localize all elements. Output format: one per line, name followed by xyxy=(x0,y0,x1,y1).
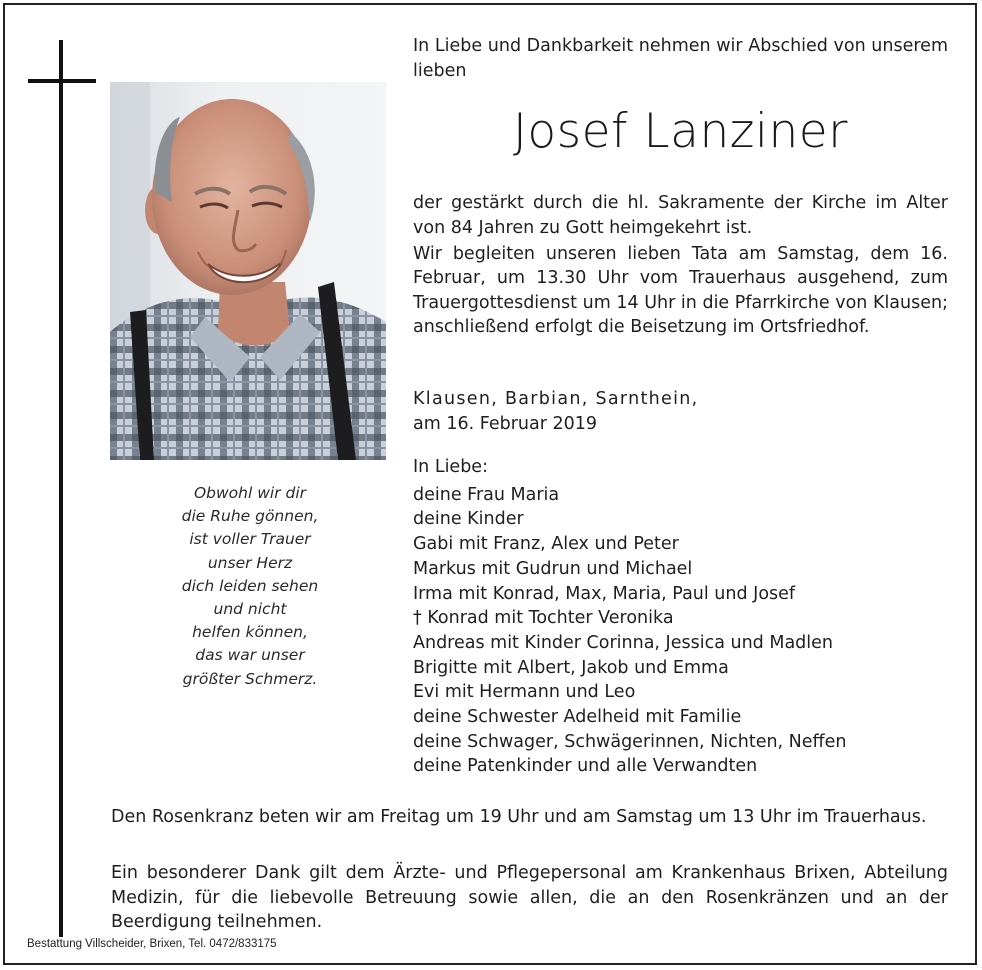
places: Klausen, Barbian, Sarnthein, xyxy=(413,389,699,409)
family-line: Evi mit Hermann und Leo xyxy=(413,682,636,703)
date: am 16. Februar 2019 xyxy=(413,414,598,434)
family-heading: In Liebe: xyxy=(413,457,488,477)
announcement-paragraph-2: Wir begleiten unseren lieben Tata am Samstag, dem 16. Februar, um 13.30 Uhr vom Trauerhaus ausgehend, zum Trauergottesdienst um 14 Uhr in die Pfarrkirche von Klausen; anschließend erfolgt die Beisetzung im Ortsfriedhof. xyxy=(413,244,948,338)
family-line: deine Patenkinder und alle Verwandten xyxy=(413,756,758,777)
poem-line: ist voller Trauer xyxy=(189,530,311,549)
place-date-block xyxy=(413,387,948,437)
family-line: deine Schwager, Schwägerinnen, Nichten, Neffen xyxy=(413,731,847,752)
family-line: Andreas mit Kinder Corinna, Jessica und Madlen xyxy=(413,632,833,653)
undertaker-credit: Bestattung Villscheider, Brixen, Tel. 0472/833175 xyxy=(27,938,277,950)
cross-vertical-bar xyxy=(59,40,63,937)
family-line: † Konrad mit Tochter Veronika xyxy=(413,608,674,629)
memorial-poem xyxy=(150,482,350,691)
poem-line: unser Herz xyxy=(207,553,293,572)
family-line: Brigitte mit Albert, Jakob und Emma xyxy=(413,657,729,678)
family-line: Gabi mit Franz, Alex und Peter xyxy=(413,534,679,555)
family-list xyxy=(413,455,948,779)
intro-text: In Liebe und Dankbarkeit nehmen wir Abschied von unserem lieben xyxy=(413,36,948,81)
poem-line: helfen können, xyxy=(192,623,308,642)
portrait-photo xyxy=(110,82,386,460)
poem-line: und nicht xyxy=(213,600,287,619)
cross-horizontal-bar xyxy=(28,79,96,83)
family-line: deine Schwester Adelheid mit Familie xyxy=(413,707,742,728)
announcement-paragraph-1: der gestärkt durch die hl. Sakramente der Kirche im Alter von 84 Jahren zu Gott heimgekehrt ist. xyxy=(413,193,948,238)
family-line: deine Frau Maria xyxy=(413,484,560,505)
poem-line: die Ruhe gönnen, xyxy=(181,507,319,526)
poem-line: dich leiden sehen xyxy=(181,576,319,595)
family-line: deine Kinder xyxy=(413,509,524,530)
poem-line: größter Schmerz. xyxy=(182,669,318,688)
poem-line: Obwohl wir dir xyxy=(193,484,307,502)
rosary-notice: Den Rosenkranz beten wir am Freitag um 19 Uhr und am Samstag um 13 Uhr im Trauerhaus. xyxy=(111,807,927,827)
family-line: Markus mit Gudrun und Michael xyxy=(413,558,693,579)
family-line: Irma mit Konrad, Max, Maria, Paul und Josef xyxy=(413,583,796,604)
thanks-notice: Ein besonderer Dank gilt dem Ärzte- und Pflegepersonal am Krankenhaus Brixen, Abteilung Medizin, für die liebevolle Betreuung sowie allen, die an den Rosenkränzen und an der Beerdigung teilnehmen. xyxy=(111,863,948,932)
poem-line: das war unser xyxy=(195,646,305,665)
deceased-name: Josef Lanziner xyxy=(512,104,849,159)
